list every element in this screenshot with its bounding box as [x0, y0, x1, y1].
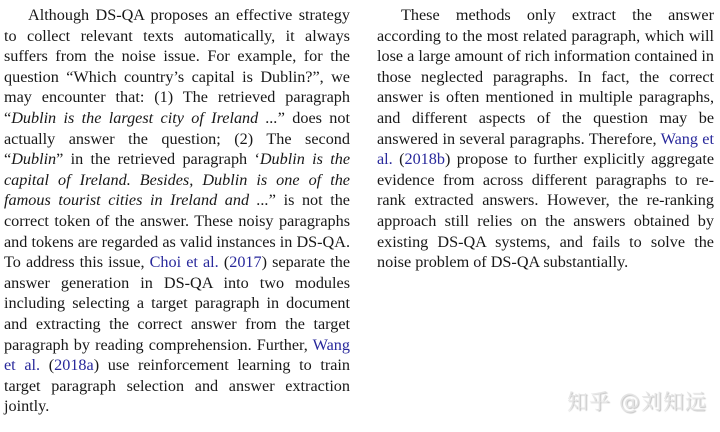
- citation-link[interactable]: 2017: [229, 253, 262, 272]
- citation-link[interactable]: Wang et al.: [4, 335, 350, 375]
- text-segment: ) use reinforcement learning to train target paragraph selection and answer extraction jointly.: [4, 356, 350, 416]
- paragraph: [4, 5, 350, 417]
- text-segment: (: [392, 150, 405, 169]
- text-segment: ) separate the answer generation in DS-QA into two modules including selecting a target paragraph in document and extracting the correct answer from the target paragraph by reading comprehension. Further,: [4, 253, 351, 354]
- text-segment: ” does not actually answer the question; (2) The second “: [4, 108, 350, 169]
- text-segment: These methods only extract the answer according to the most related paragraph, which will lose a large amount of rich information contained in those neglected paragraphs. In fact, the correct answer is often mentioned in multiple paragraphs, and different aspects of the question may be answered in several paragraphs. Therefore,: [377, 6, 714, 148]
- right-column: [377, 5, 714, 417]
- watermark: [567, 386, 707, 416]
- text-segment: Dublin is the capital of Ireland. Besides, Dublin is one of the famous tourist cities in Ireland and ...: [4, 150, 351, 210]
- left-column: [4, 5, 350, 417]
- zhihu-logo-text: 知乎: [567, 390, 611, 414]
- text-segment: ) propose to further explicitly aggregate evidence from across different paragraphs to re-rank extracted answers. However, the re-ranking approach still relies on the answers obtained by existing DS-QA systems, and fails to solve the noise problem of DS-QA substantially.: [377, 150, 715, 272]
- citation-link[interactable]: Choi et al.: [149, 253, 219, 272]
- text-segment: ” is not the correct token of the answer. These noisy paragraphs and tokens are regarded as valid instances in DS-QA. To address this issue,: [4, 191, 350, 272]
- text-segment: ” in the retrieved paragraph ‘: [56, 150, 260, 169]
- text-segment: (: [218, 253, 230, 272]
- text-segment: Dublin is the largest city of Ireland ...: [11, 108, 278, 127]
- text-segment: (: [40, 356, 55, 375]
- citation-link[interactable]: 2018b: [404, 150, 445, 169]
- paragraph: [377, 5, 714, 273]
- text-segment: Dublin: [11, 150, 57, 169]
- citation-link[interactable]: Wang et al.: [377, 129, 714, 169]
- citation-link[interactable]: 2018a: [54, 356, 94, 375]
- text-segment: Although DS-QA proposes an effective strategy to collect relevant texts automatically, it always suffers from the noise issue. For example, for the question “Which country’s capital is Dublin?”, we may encounter that: (1) The retrieved paragraph “: [4, 6, 350, 127]
- watermark-author-handle: @刘知远: [619, 390, 707, 414]
